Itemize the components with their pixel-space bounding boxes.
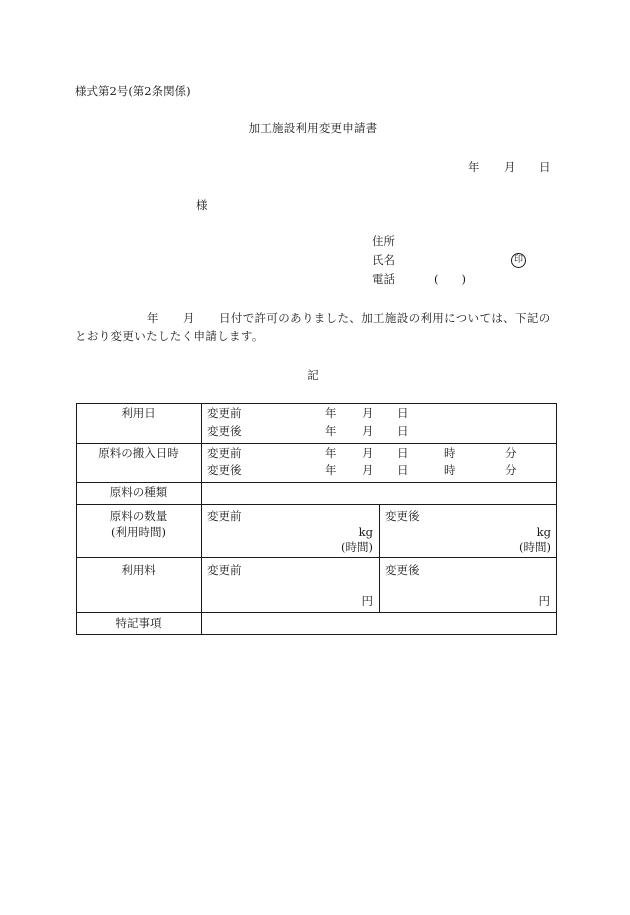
row-divider bbox=[76, 482, 557, 483]
delivery-before-day: 日 bbox=[397, 446, 409, 460]
delivery-after-label: 変更後 bbox=[207, 463, 242, 477]
row-divider bbox=[76, 443, 557, 444]
usage-date-before-month: 月 bbox=[362, 406, 374, 420]
quantity-before-unit-alt: (時間) bbox=[341, 540, 373, 554]
delivery-after-month: 月 bbox=[362, 463, 374, 477]
row-divider bbox=[76, 557, 557, 558]
fee-after-unit: 円 bbox=[538, 594, 550, 608]
row-divider bbox=[76, 504, 557, 505]
delivery-after-day: 日 bbox=[397, 463, 409, 477]
applicant-phone-parentheses: ( ) bbox=[434, 272, 466, 286]
form-title: 加工施設利用変更申請書 bbox=[248, 121, 378, 135]
fee-before-label: 変更前 bbox=[207, 563, 242, 577]
delivery-datetime-label: 原料の搬入日時 bbox=[98, 446, 179, 460]
quantity-before-unit: kg bbox=[358, 525, 373, 539]
table-border-bottom bbox=[76, 634, 557, 635]
body-line-1: 日付で許可のありました、加工施設の利用については、下記の bbox=[219, 311, 551, 325]
usage-date-before-year: 年 bbox=[325, 406, 337, 420]
usage-date-before-day: 日 bbox=[397, 406, 409, 420]
header-date-day: 日 bbox=[539, 160, 551, 174]
seal-mark: 印 bbox=[511, 253, 526, 268]
applicant-address-label: 住所 bbox=[372, 234, 395, 248]
table-border-right bbox=[556, 403, 557, 635]
fee-before-unit: 円 bbox=[361, 594, 373, 608]
quantity-before-label: 変更前 bbox=[207, 509, 242, 523]
delivery-before-label: 変更前 bbox=[207, 446, 242, 460]
row-divider bbox=[76, 612, 557, 613]
header-date-month: 月 bbox=[504, 160, 516, 174]
material-quantity-label: 原料の数量 bbox=[109, 509, 168, 523]
fee-after-label: 変更後 bbox=[385, 563, 420, 577]
usage-fee-label: 利用料 bbox=[121, 563, 156, 577]
usage-date-label: 利用日 bbox=[121, 406, 156, 420]
material-quantity-sublabel: (利用時間) bbox=[111, 525, 166, 539]
usage-date-before-label: 変更前 bbox=[207, 406, 242, 420]
form-number: 様式第2号(第2条関係) bbox=[75, 84, 191, 98]
applicant-phone-label: 電話 bbox=[372, 272, 395, 286]
delivery-after-minute: 分 bbox=[505, 463, 517, 477]
delivery-after-hour: 時 bbox=[444, 463, 456, 477]
details-table bbox=[76, 403, 557, 635]
delivery-before-month: 月 bbox=[362, 446, 374, 460]
quantity-after-label: 変更後 bbox=[385, 509, 420, 523]
table-border-top bbox=[76, 403, 557, 404]
quantity-after-unit-alt: (時間) bbox=[519, 540, 551, 554]
quantity-after-unit: kg bbox=[536, 525, 551, 539]
body-line-2: とおり変更いたしたく申請します。 bbox=[75, 329, 264, 343]
note-heading: 記 bbox=[307, 368, 319, 382]
delivery-before-minute: 分 bbox=[505, 446, 517, 460]
special-notes-label: 特記事項 bbox=[115, 616, 162, 630]
usage-date-after-month: 月 bbox=[362, 424, 374, 438]
usage-date-after-day: 日 bbox=[397, 424, 409, 438]
delivery-after-year: 年 bbox=[325, 463, 337, 477]
usage-date-after-year: 年 bbox=[325, 424, 337, 438]
label-column-divider bbox=[201, 403, 202, 635]
usage-date-after-label: 変更後 bbox=[207, 424, 242, 438]
before-after-divider bbox=[379, 504, 380, 612]
body-month: 月 bbox=[183, 311, 195, 325]
delivery-before-hour: 時 bbox=[444, 446, 456, 460]
header-date-year: 年 bbox=[468, 160, 480, 174]
addressee-honorific: 様 bbox=[196, 198, 208, 212]
material-type-label: 原料の種類 bbox=[109, 485, 168, 499]
delivery-before-year: 年 bbox=[325, 446, 337, 460]
applicant-name-label: 氏名 bbox=[372, 253, 395, 267]
body-year: 年 bbox=[147, 311, 159, 325]
